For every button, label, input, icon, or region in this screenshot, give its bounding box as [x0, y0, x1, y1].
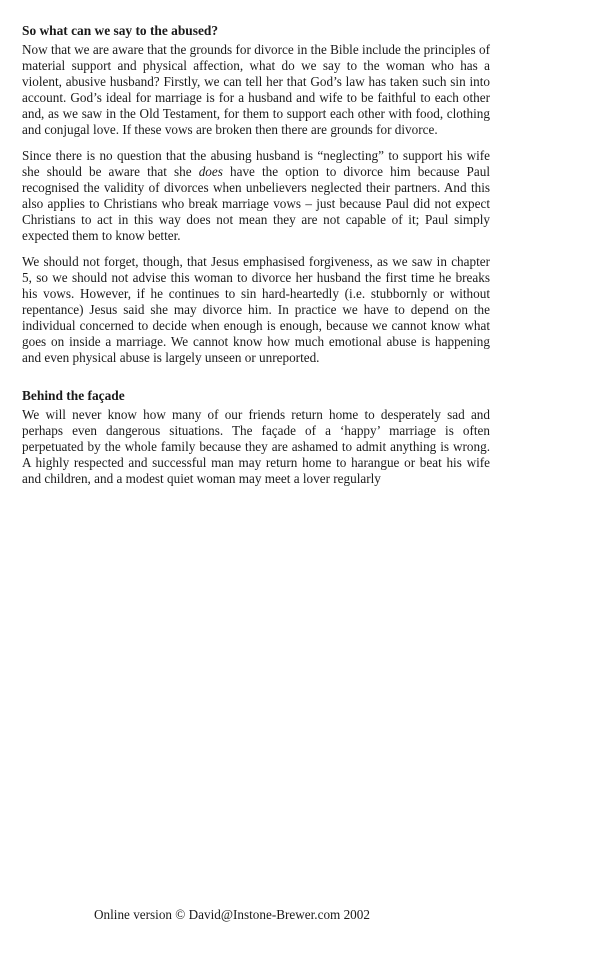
paragraph-behind-facade: We will never know how many of our friends return home to desperately sad and perhaps even dangerous situations. The façade of a ‘happy’ marriage is often perpetuated by the whole family because they are ashamed to admit anything is wrong. A highly respected and successful man may return home to harangue or beat his wife and children, and a modest quiet woman may meet a lover regularly	[22, 407, 490, 486]
page-footer: Online version © David@Instone-Brewer.com 2002	[94, 907, 370, 922]
section-heading-facade: Behind the façade	[22, 388, 125, 403]
paragraph-text-end: have the option to divorce him because Paul recognised the validity of divorces when unbelievers neglected their partners. And this also applies to Christians who break marriage vows – just because Paul did not expect Christians to act in this way does not mean they are not capable of it; Paul simply expected them to know better.	[22, 164, 490, 243]
paragraph-forgiveness: We should not forget, though, that Jesus emphasised forgiveness, as we saw in chapter 5, so we should not advise this woman to divorce her husband the first time he breaks his vows. However, if he continues to sin hard-heartedly (i.e. stubbornly or without repentance) Jesus said she may divorce him. In practice we have to depend on the individual concerned to decide when enough is enough, because we cannot know what goes on inside a marriage. We cannot know how much emotional abuse is happening and even physical abuse is largely unseen or unreported.	[22, 254, 490, 365]
paragraph-grounds-for-divorce: Now that we are aware that the grounds for divorce in the Bible include the principles of material support and physical affection, what do we say to the woman who has a violent, abusive husband? Firstly, we can tell her that God’s law has taken such sin into account. God’s ideal for marriage is for a husband and wife to be faithful to each other and, as we saw in the Old Testament, for them to support each other with food, clothing and conjugal love. If these vows are broken then there are grounds for divorce.	[22, 42, 490, 137]
paragraph-text-start: Since there is no question that the abusing husband is “neglecting” to support his wife she should be aware that she	[22, 148, 490, 179]
paragraph-neglecting-husband	[22, 148, 490, 244]
emphasis-does: does	[198, 164, 223, 179]
document-page	[22, 23, 490, 497]
section-heading-abused: So what can we say to the abused?	[22, 23, 219, 38]
